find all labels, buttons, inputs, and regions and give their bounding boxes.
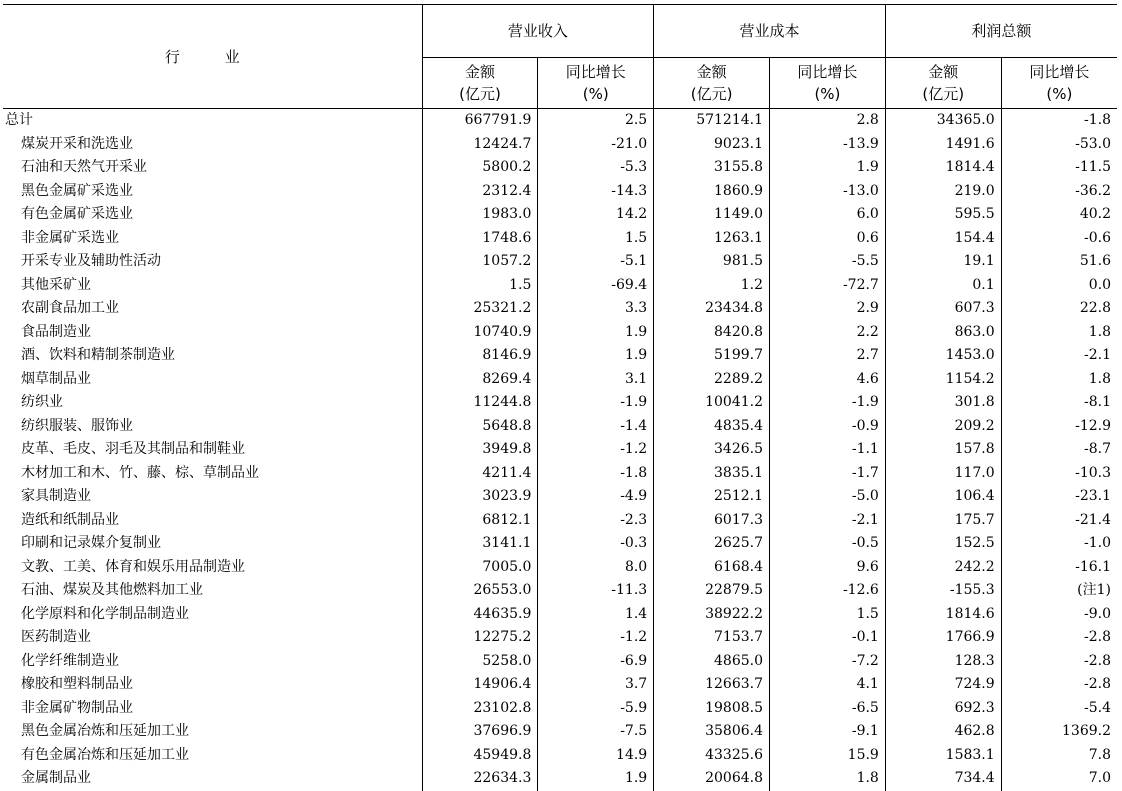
profit-growth-cell: -23.1 — [1001, 485, 1117, 509]
cost-growth-cell: -6.5 — [770, 697, 886, 721]
amount-unit: (亿元) — [459, 85, 501, 103]
cost-growth-cell: -0.1 — [770, 626, 886, 650]
profit-growth-cell: 51.6 — [1001, 250, 1117, 274]
profit-amount-cell: 607.3 — [885, 297, 1001, 321]
industry-name-cell: 金属制品业 — [21, 770, 91, 786]
revenue-amount-cell: 5648.8 — [422, 415, 538, 439]
profit-amount-cell: 1814.4 — [885, 156, 1001, 180]
cost-growth-cell: -9.1 — [770, 720, 886, 744]
amount-unit: (亿元) — [690, 85, 733, 103]
cost-amount-cell: 35806.4 — [654, 720, 770, 744]
revenue-growth-cell: -1.8 — [538, 462, 654, 486]
revenue-amount-cell: 12275.2 — [422, 626, 538, 650]
revenue-amount-cell: 3949.8 — [422, 438, 538, 462]
profit-amount-cell: 1814.6 — [885, 603, 1001, 627]
cost-growth-cell: 1.5 — [770, 603, 886, 627]
revenue-amount-cell: 3023.9 — [422, 485, 538, 509]
growth-unit: (%) — [1046, 85, 1073, 103]
cost-growth-cell: 4.6 — [770, 368, 886, 392]
profit-amount-cell: 128.3 — [885, 650, 1001, 674]
profit-amount-cell: 1583.1 — [885, 744, 1001, 768]
revenue-growth-cell: -21.0 — [538, 133, 654, 157]
cost-amount-cell: 2625.7 — [654, 532, 770, 556]
table-row — [3, 368, 1117, 392]
cost-growth-cell: 15.9 — [770, 744, 886, 768]
cost-growth-cell: -1.9 — [770, 391, 886, 415]
profit-header: 利润总额 — [885, 5, 1117, 58]
cost-amount-cell: 12663.7 — [654, 673, 770, 697]
profit-amount-cell: 0.1 — [885, 274, 1001, 298]
cost-growth-cell: -5.0 — [770, 485, 886, 509]
industry-name-cell: 有色金属冶炼和压延加工业 — [21, 746, 189, 763]
amount-label: 金额 — [928, 63, 959, 81]
table-row — [3, 438, 1117, 462]
industry-name-cell: 文教、工美、体育和娱乐用品制造业 — [21, 558, 245, 575]
profit-growth-cell: -36.2 — [1001, 180, 1117, 204]
cost-growth-cell: -0.5 — [770, 532, 886, 556]
revenue-growth-cell: 3.3 — [538, 297, 654, 321]
profit-growth-cell: 1.8 — [1001, 368, 1117, 392]
table-row — [3, 650, 1117, 674]
table-body — [3, 109, 1117, 791]
cost-amount-cell: 571214.1 — [654, 109, 770, 133]
profit-growth-cell: -8.1 — [1001, 391, 1117, 415]
profit-amount-cell: 595.5 — [885, 203, 1001, 227]
cost-amount-cell: 43325.6 — [654, 744, 770, 768]
cost-amount-cell: 7153.7 — [654, 626, 770, 650]
revenue-amount-cell: 44635.9 — [422, 603, 538, 627]
table-row — [3, 391, 1117, 415]
cost-growth-cell: -12.6 — [770, 579, 886, 603]
revenue-growth-cell: -4.9 — [538, 485, 654, 509]
table-row — [3, 485, 1117, 509]
profit-growth-cell: -2.1 — [1001, 344, 1117, 368]
amount-unit: (亿元) — [922, 85, 965, 103]
cost-growth-cell: 2.2 — [770, 321, 886, 345]
amount-label: 金额 — [464, 63, 495, 81]
revenue-amount-cell: 14906.4 — [422, 673, 538, 697]
revenue-growth-cell: 1.9 — [538, 321, 654, 345]
cost-growth-cell: 2.9 — [770, 297, 886, 321]
profit-amount-cell: 1154.2 — [885, 368, 1001, 392]
cost-amount-cell: 4865.0 — [654, 650, 770, 674]
cost-growth-cell: 2.7 — [770, 344, 886, 368]
revenue-growth-cell: 2.5 — [538, 109, 654, 133]
table-row — [3, 133, 1117, 157]
cost-growth-cell: -13.0 — [770, 180, 886, 204]
profit-growth-cell: -8.7 — [1001, 438, 1117, 462]
revenue-amount-cell: 1057.2 — [422, 250, 538, 274]
revenue-amount-cell: 25321.2 — [422, 297, 538, 321]
industry-name-cell: 有色金属矿采选业 — [21, 206, 133, 222]
revenue-growth-cell: -2.3 — [538, 509, 654, 533]
profit-amount-cell: 19.1 — [885, 250, 1001, 274]
industry-name-cell: 酒、饮料和精制茶制造业 — [21, 347, 175, 363]
profit-growth-cell: 0.0 — [1001, 274, 1117, 298]
industry-name-cell: 其他采矿业 — [21, 276, 91, 293]
table-row — [3, 697, 1117, 721]
industry-name-cell: 纺织服装、服饰业 — [21, 417, 133, 434]
revenue-growth-cell: 1.9 — [538, 767, 654, 791]
cost-growth-cell: 4.1 — [770, 673, 886, 697]
profit-growth-cell: 22.8 — [1001, 297, 1117, 321]
cost-amount-cell: 5199.7 — [654, 344, 770, 368]
profit-growth-cell: -1.8 — [1001, 109, 1117, 133]
cost-amount-cell: 1149.0 — [654, 203, 770, 227]
cost-growth-cell: 2.8 — [770, 109, 886, 133]
revenue-amount-cell: 1.5 — [422, 274, 538, 298]
profit-amount-header — [885, 58, 1001, 109]
table-row — [3, 203, 1117, 227]
revenue-amount-cell: 1748.6 — [422, 227, 538, 251]
industry-name-cell: 食品制造业 — [21, 323, 91, 340]
cost-amount-cell: 20064.8 — [654, 767, 770, 791]
profit-amount-cell: 209.2 — [885, 415, 1001, 439]
profit-growth-cell: -2.8 — [1001, 626, 1117, 650]
cost-amount-cell: 38922.2 — [654, 603, 770, 627]
revenue-growth-cell: -7.5 — [538, 720, 654, 744]
revenue-growth-cell: 14.9 — [538, 744, 654, 768]
revenue-growth-cell: 3.7 — [538, 673, 654, 697]
cost-amount-cell: 981.5 — [654, 250, 770, 274]
profit-amount-cell: 863.0 — [885, 321, 1001, 345]
table-row — [3, 156, 1117, 180]
cost-amount-cell: 2289.2 — [654, 368, 770, 392]
revenue-growth-cell: -6.9 — [538, 650, 654, 674]
industry-name-cell: 石油、煤炭及其他燃料加工业 — [21, 582, 203, 598]
revenue-growth-cell: 1.5 — [538, 227, 654, 251]
profit-amount-cell: 154.4 — [885, 227, 1001, 251]
revenue-header: 营业收入 — [422, 5, 654, 58]
revenue-amount-cell: 667791.9 — [422, 109, 538, 133]
cost-amount-cell: 3835.1 — [654, 462, 770, 486]
profit-amount-cell: 301.8 — [885, 391, 1001, 415]
revenue-amount-cell: 22634.3 — [422, 767, 538, 791]
revenue-amount-cell: 23102.8 — [422, 697, 538, 721]
industry-table — [3, 4, 1117, 791]
cost-amount-cell: 6168.4 — [654, 556, 770, 580]
profit-growth-cell: 1.8 — [1001, 321, 1117, 345]
cost-growth-cell: 0.6 — [770, 227, 886, 251]
revenue-growth-cell: -1.2 — [538, 626, 654, 650]
profit-growth-cell: 1369.2 — [1001, 720, 1117, 744]
revenue-amount-cell: 2312.4 — [422, 180, 538, 204]
cost-amount-cell: 3426.5 — [654, 438, 770, 462]
revenue-growth-cell: -1.2 — [538, 438, 654, 462]
cost-growth-cell: -0.9 — [770, 415, 886, 439]
cost-amount-cell: 2512.1 — [654, 485, 770, 509]
cost-growth-cell: -72.7 — [770, 274, 886, 298]
cost-amount-cell: 1263.1 — [654, 227, 770, 251]
table-row — [3, 250, 1117, 274]
table-row — [3, 274, 1117, 298]
industry-name-cell: 橡胶和塑料制品业 — [21, 676, 133, 692]
revenue-amount-cell: 37696.9 — [422, 720, 538, 744]
revenue-amount-cell: 11244.8 — [422, 391, 538, 415]
profit-amount-cell: 1491.6 — [885, 133, 1001, 157]
profit-growth-cell: -11.5 — [1001, 156, 1117, 180]
cost-amount-cell: 1.2 — [654, 274, 770, 298]
revenue-amount-cell: 8269.4 — [422, 368, 538, 392]
profit-growth-cell: -1.0 — [1001, 532, 1117, 556]
cost-amount-cell: 9023.1 — [654, 133, 770, 157]
revenue-amount-cell: 10740.9 — [422, 321, 538, 345]
cost-growth-cell: -7.2 — [770, 650, 886, 674]
revenue-amount-cell: 3141.1 — [422, 532, 538, 556]
table-row — [3, 626, 1117, 650]
revenue-growth-header — [538, 58, 654, 109]
revenue-amount-cell: 12424.7 — [422, 133, 538, 157]
profit-amount-cell: 734.4 — [885, 767, 1001, 791]
industry-name-cell: 开采专业及辅助性活动 — [21, 253, 161, 269]
table-row — [3, 744, 1117, 768]
profit-growth-cell: -5.4 — [1001, 697, 1117, 721]
profit-growth-cell: -16.1 — [1001, 556, 1117, 580]
profit-growth-cell: -53.0 — [1001, 133, 1117, 157]
profit-growth-cell: -2.8 — [1001, 650, 1117, 674]
table-header — [3, 5, 1117, 109]
cost-header: 营业成本 — [654, 5, 886, 58]
cost-amount-cell: 8420.8 — [654, 321, 770, 345]
growth-label: 同比增长 — [1029, 63, 1090, 81]
amount-label: 金额 — [696, 63, 727, 81]
profit-growth-cell: 7.0 — [1001, 767, 1117, 791]
revenue-growth-cell: -1.4 — [538, 415, 654, 439]
revenue-amount-cell: 4211.4 — [422, 462, 538, 486]
revenue-amount-cell: 8146.9 — [422, 344, 538, 368]
industry-name-cell: 煤炭开采和洗选业 — [21, 135, 133, 152]
revenue-amount-cell: 5258.0 — [422, 650, 538, 674]
revenue-growth-cell: 8.0 — [538, 556, 654, 580]
cost-growth-cell: -2.1 — [770, 509, 886, 533]
industry-name-cell: 非金属矿物制品业 — [21, 699, 133, 716]
profit-amount-cell: 106.4 — [885, 485, 1001, 509]
revenue-amount-cell: 5800.2 — [422, 156, 538, 180]
industry-name-cell: 烟草制品业 — [21, 370, 91, 387]
profit-amount-cell: 1766.9 — [885, 626, 1001, 650]
profit-amount-cell: 157.8 — [885, 438, 1001, 462]
cost-amount-cell: 22879.5 — [654, 579, 770, 603]
revenue-growth-cell: -1.9 — [538, 391, 654, 415]
table-row — [3, 579, 1117, 603]
industry-name-cell: 家具制造业 — [21, 488, 91, 504]
cost-amount-cell: 6017.3 — [654, 509, 770, 533]
profit-amount-cell: 462.8 — [885, 720, 1001, 744]
revenue-growth-cell: -11.3 — [538, 579, 654, 603]
cost-growth-cell: 1.8 — [770, 767, 886, 791]
revenue-growth-cell: -69.4 — [538, 274, 654, 298]
cost-growth-cell: 6.0 — [770, 203, 886, 227]
revenue-growth-cell: -0.3 — [538, 532, 654, 556]
revenue-amount-cell: 6812.1 — [422, 509, 538, 533]
cost-amount-cell: 4835.4 — [654, 415, 770, 439]
profit-amount-cell: -155.3 — [885, 579, 1001, 603]
profit-amount-cell: 692.3 — [885, 697, 1001, 721]
cost-amount-cell: 23434.8 — [654, 297, 770, 321]
table-row — [3, 415, 1117, 439]
table-row — [3, 532, 1117, 556]
table-row — [3, 180, 1117, 204]
cost-amount-header — [654, 58, 770, 109]
profit-amount-cell: 175.7 — [885, 509, 1001, 533]
industry-name-cell: 造纸和纸制品业 — [21, 511, 119, 528]
profit-amount-cell: 724.9 — [885, 673, 1001, 697]
growth-label: 同比增长 — [797, 63, 858, 81]
cost-amount-cell: 19808.5 — [654, 697, 770, 721]
table-row — [3, 509, 1117, 533]
profit-amount-cell: 242.2 — [885, 556, 1001, 580]
cost-amount-cell: 1860.9 — [654, 180, 770, 204]
table-row — [3, 556, 1117, 580]
industry-name-cell: 印刷和记录媒介复制业 — [21, 535, 161, 551]
profit-growth-cell: (注1) — [1001, 579, 1117, 603]
table-row — [3, 321, 1117, 345]
revenue-growth-cell: -5.3 — [538, 156, 654, 180]
revenue-growth-cell: -14.3 — [538, 180, 654, 204]
table-row — [3, 720, 1117, 744]
industry-name-cell: 黑色金属矿采选业 — [21, 182, 133, 199]
growth-label: 同比增长 — [565, 63, 626, 81]
cost-growth-cell: 9.6 — [770, 556, 886, 580]
profit-amount-cell: 34365.0 — [885, 109, 1001, 133]
profit-growth-cell: -21.4 — [1001, 509, 1117, 533]
revenue-growth-cell: -5.9 — [538, 697, 654, 721]
industry-name-cell: 纺织业 — [21, 394, 63, 410]
profit-growth-cell: -0.6 — [1001, 227, 1117, 251]
industry-name-cell: 木材加工和木、竹、藤、棕、草制品业 — [21, 464, 259, 481]
cost-amount-cell: 3155.8 — [654, 156, 770, 180]
revenue-amount-cell: 45949.8 — [422, 744, 538, 768]
revenue-amount-cell: 1983.0 — [422, 203, 538, 227]
revenue-growth-cell: 14.2 — [538, 203, 654, 227]
industry-name-cell: 非金属矿采选业 — [21, 229, 119, 246]
cost-growth-cell: -13.9 — [770, 133, 886, 157]
revenue-growth-cell: 1.9 — [538, 344, 654, 368]
industry-name-cell: 农副食品加工业 — [21, 300, 119, 316]
revenue-growth-cell: -5.1 — [538, 250, 654, 274]
revenue-amount-cell: 26553.0 — [422, 579, 538, 603]
profit-growth-cell: -9.0 — [1001, 603, 1117, 627]
profit-growth-cell: -2.8 — [1001, 673, 1117, 697]
profit-growth-cell: -12.9 — [1001, 415, 1117, 439]
industry-name-cell: 化学纤维制造业 — [21, 652, 119, 669]
revenue-amount-cell: 7005.0 — [422, 556, 538, 580]
table-row — [3, 297, 1117, 321]
revenue-growth-cell: 1.4 — [538, 603, 654, 627]
profit-amount-cell: 117.0 — [885, 462, 1001, 486]
revenue-growth-cell: 3.1 — [538, 368, 654, 392]
industry-name-cell: 石油和天然气开采业 — [21, 159, 147, 175]
industry-name-cell: 黑色金属冶炼和压延加工业 — [21, 723, 189, 739]
table-row — [3, 462, 1117, 486]
growth-unit: (%) — [582, 85, 609, 103]
table-row — [3, 344, 1117, 368]
cost-amount-cell: 10041.2 — [654, 391, 770, 415]
cost-growth-cell: 1.9 — [770, 156, 886, 180]
profit-growth-cell: -10.3 — [1001, 462, 1117, 486]
cost-growth-cell: -5.5 — [770, 250, 886, 274]
profit-growth-cell: 7.8 — [1001, 744, 1117, 768]
profit-amount-cell: 219.0 — [885, 180, 1001, 204]
profit-amount-cell: 1453.0 — [885, 344, 1001, 368]
table-row — [3, 227, 1117, 251]
profit-growth-header — [1001, 58, 1117, 109]
revenue-amount-header — [422, 58, 538, 109]
table-row — [3, 603, 1117, 627]
profit-growth-cell: 40.2 — [1001, 203, 1117, 227]
cost-growth-cell: -1.7 — [770, 462, 886, 486]
growth-unit: (%) — [814, 85, 841, 103]
table-row — [3, 109, 1117, 133]
industry-name-cell: 医药制造业 — [21, 629, 91, 645]
table-row — [3, 673, 1117, 697]
cost-growth-header — [770, 58, 886, 109]
industry-name-cell: 皮革、毛皮、羽毛及其制品和制鞋业 — [21, 441, 245, 457]
industry-name-cell: 化学原料和化学制品制造业 — [21, 605, 189, 622]
cost-growth-cell: -1.1 — [770, 438, 886, 462]
profit-amount-cell: 152.5 — [885, 532, 1001, 556]
industry-name-cell: 总计 — [5, 112, 33, 128]
industry-header: 行 业 — [3, 5, 422, 109]
